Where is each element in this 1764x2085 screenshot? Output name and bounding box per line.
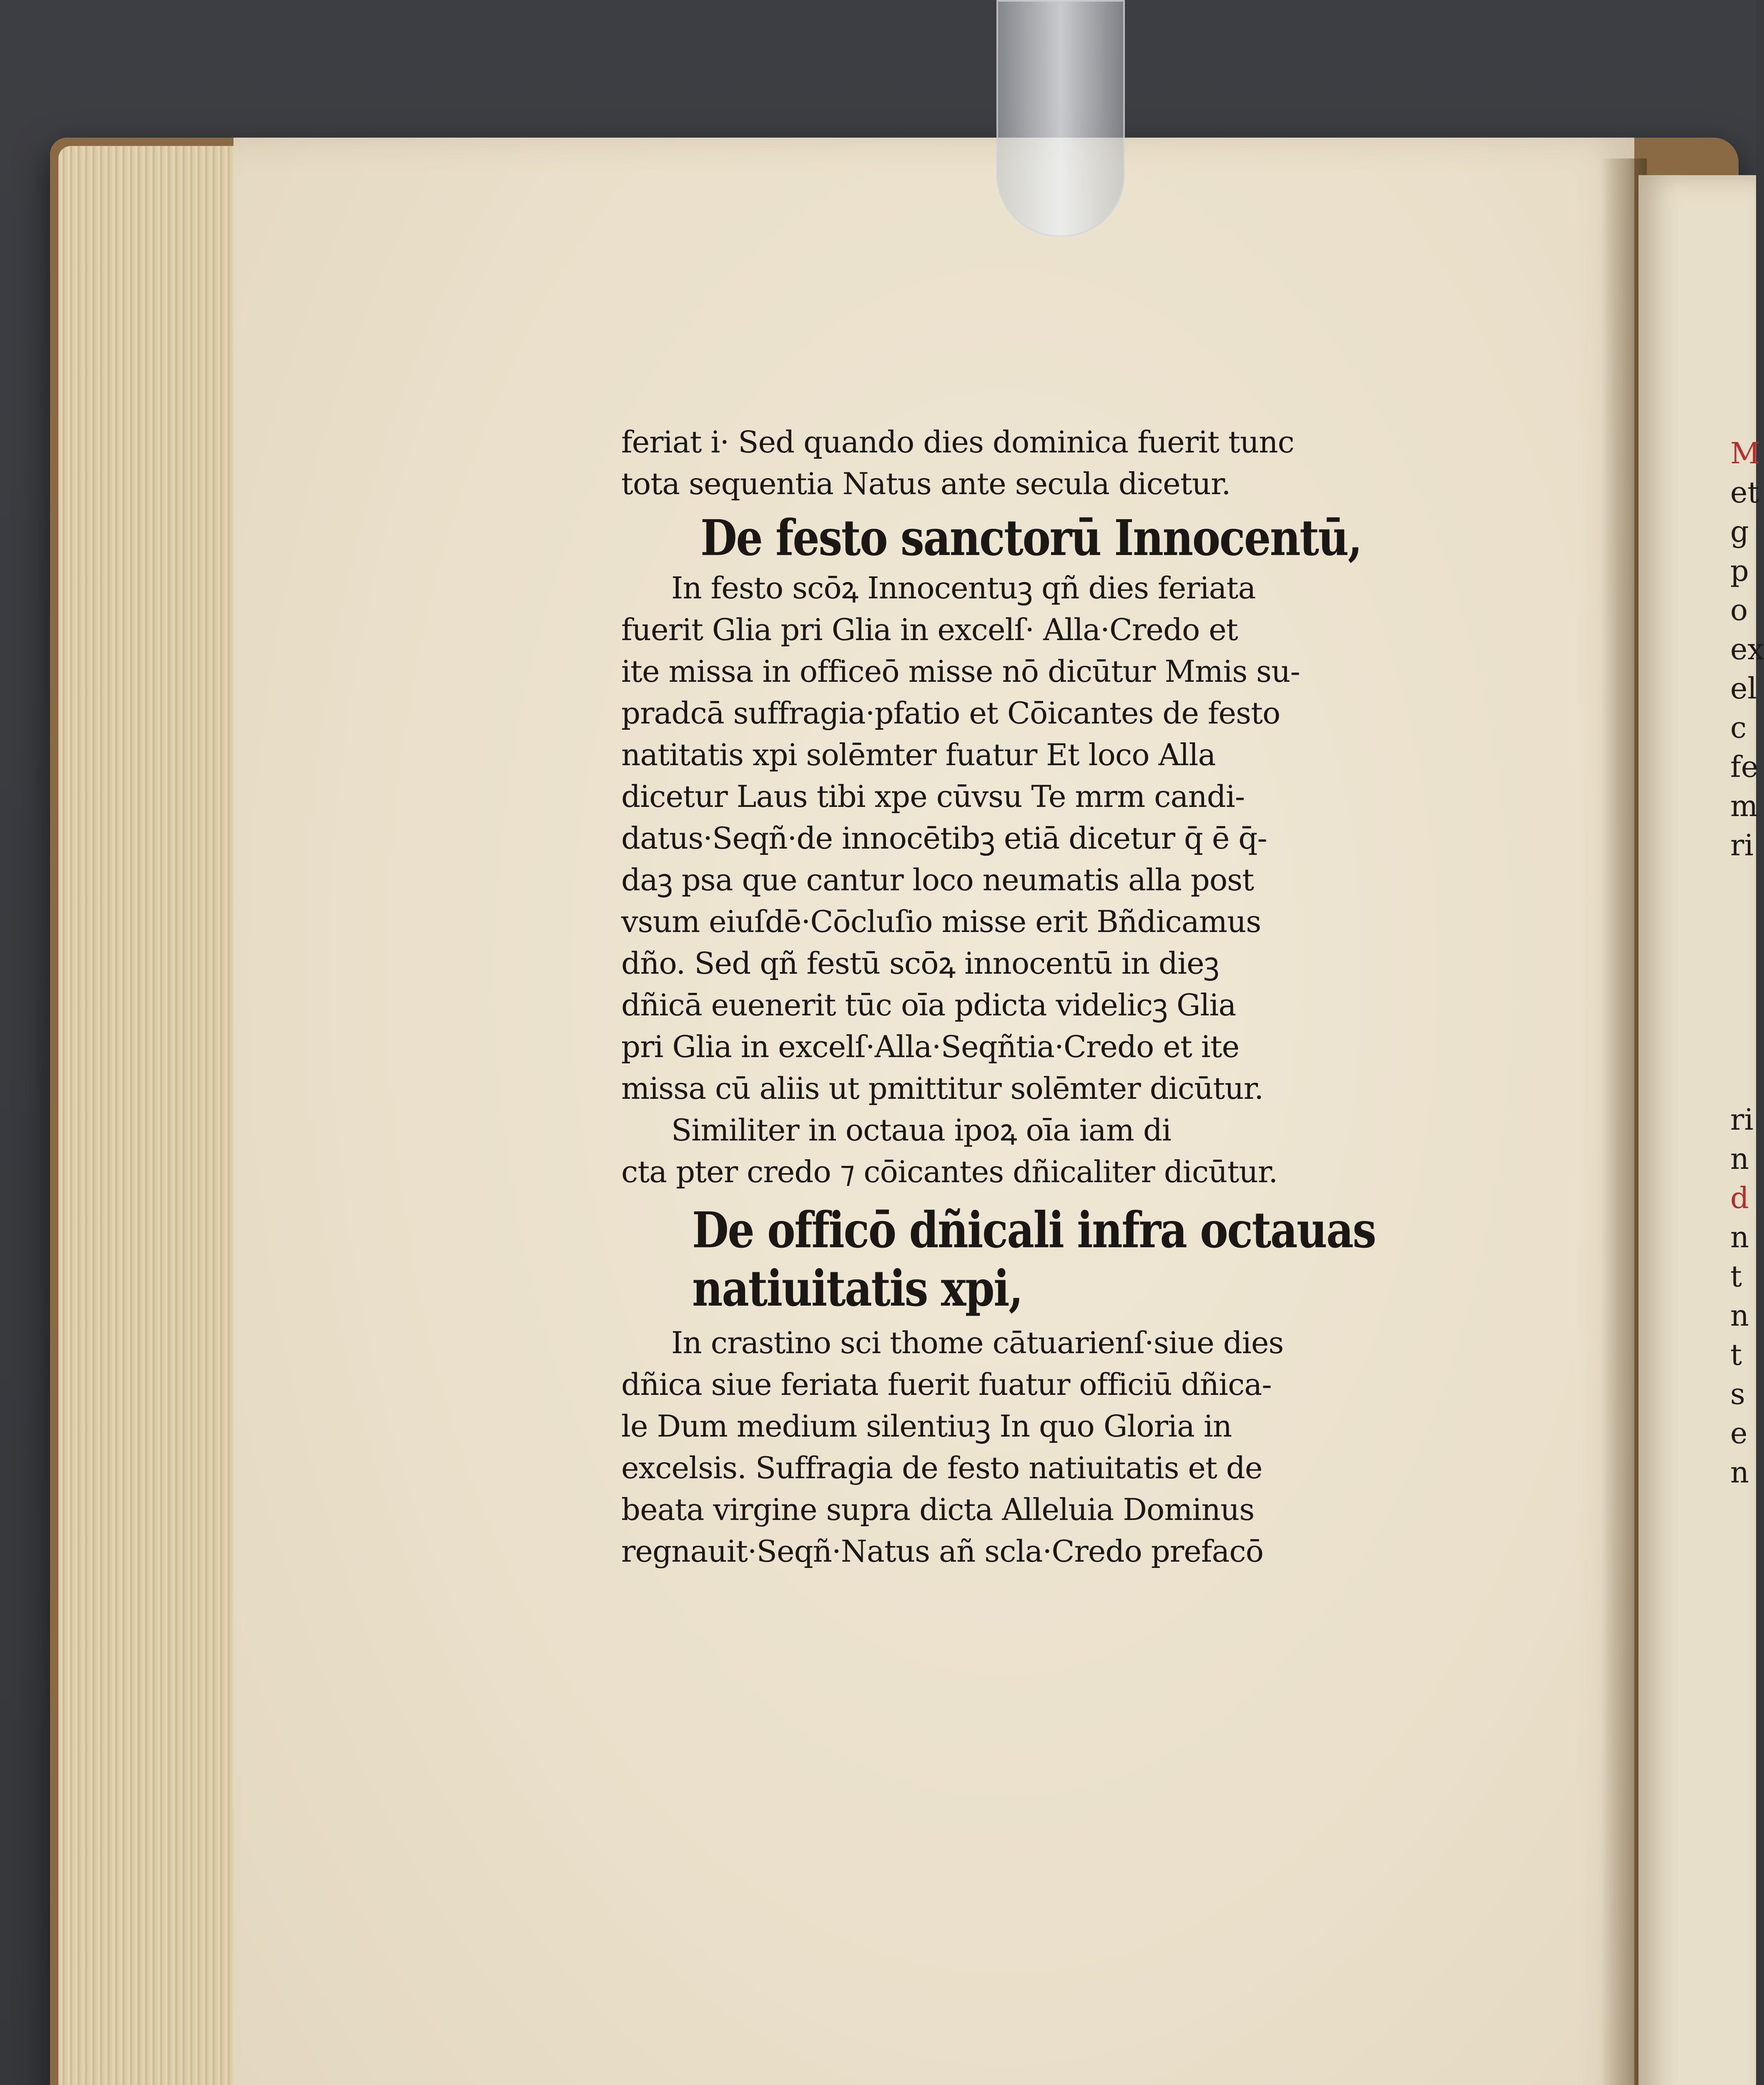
facing-line: fe [1730,750,1759,784]
facing-line [1730,1061,1756,1100]
facing-line: c [1730,711,1747,745]
facing-line [1730,865,1756,904]
text-line: ite missa in officeō misse nō dicūtur Mmis su- [621,654,1300,689]
facing-line: o [1730,593,1748,627]
text-line: datus·Seqñ·de innocētibꝫ etiā dicetur q̄ ē q̄- [621,821,1267,856]
text-line: dñica siue feriata fuerit fuatur officiū dñica- [621,1367,1272,1402]
facing-line: d [1730,1181,1749,1215]
text-line: pradcā suffragia·pfatio et Cōicantes de festo [621,696,1280,731]
facing-line: g [1730,515,1749,549]
facing-line: n [1730,1455,1749,1490]
facing-line: t [1730,1338,1742,1372]
main-text-block [621,421,1438,1572]
facing-line: e [1730,1416,1748,1450]
facing-line: ri [1730,1103,1754,1137]
text-line: In crastino sci thome cātuarienſ·siue dies [671,1325,1284,1360]
text-line: vsum eiuſdē·Cōcluſio misse erit Bñdicamus [621,904,1261,939]
facing-line [1730,943,1756,982]
facing-line [1730,904,1756,943]
facing-line: n [1730,1220,1749,1254]
facing-line: ri [1730,828,1754,862]
section-heading: De festo sanctorū Innocentū, [700,509,1362,567]
text-line: dño. Sed qñ festū scōꝝ innocentū in dieꝫ [621,946,1219,981]
facing-line [1730,982,1756,1022]
facing-line: n [1730,1142,1749,1176]
text-line: pri Glia in excelſ·Alla·Seqñtia·Credo et ite [621,1029,1240,1064]
section-heading-continued: natiuitatis xpi, [692,1259,1022,1317]
facing-line: s [1730,1377,1745,1411]
facing-line: p [1730,554,1749,588]
text-line: le Dum medium silentiuꝫ In quo Gloria in [621,1409,1232,1444]
facing-line: t [1730,1259,1742,1294]
text-line: excelsis. Suffragia de festo natiuitatis et de [621,1450,1262,1485]
facing-line: M [1730,436,1760,470]
facing-line: n [1730,1299,1749,1333]
facing-line: m [1730,789,1758,823]
text-line: missa cū aliis ut pmittitur solēmter dicūtur. [621,1071,1264,1106]
facing-line [1730,1022,1756,1061]
text-line: dñicā euenerit tūc oīa pdicta videlicꝫ Glia [621,987,1236,1022]
text-line: Similiter in octaua ipoꝝ oīa iam di [671,1113,1171,1148]
text-line: natitatis xpi solēmter fuatur Et loco Alla [621,737,1216,772]
text-line: dicetur Laus tibi xpe cūvsu Te mrm candi- [621,779,1245,814]
top-page-clip [996,0,1125,237]
text-line: daꝫ psa que cantur loco neumatis alla post [621,862,1254,897]
facing-line: el [1730,671,1757,706]
facing-line: ex [1730,632,1764,666]
text-line: In festo scōꝝ Innocentuꝫ qñ dies feriata [671,570,1256,605]
text-line: fuerit Glia pri Glia in excelſ· Alla·Credo et [621,612,1238,647]
facing-page-text [1730,434,1764,1492]
facing-line: et [1730,475,1759,510]
text-line: beata virgine supra dicta Alleluia Dominus [621,1492,1255,1527]
section-heading: De officō dñicali infra octauas [692,1201,1375,1259]
text-line: regnauit·Seqñ·Natus añ scla·Credo prefacō [621,1534,1264,1569]
text-line: feriat i· Sed quando dies dominica fuerit tunc [621,425,1294,460]
text-line: cta pter credo ⁊ cōicantes dñicaliter dicūtur. [621,1154,1278,1189]
text-line: tota sequentia Natus ante secula dicetur. [621,466,1231,501]
